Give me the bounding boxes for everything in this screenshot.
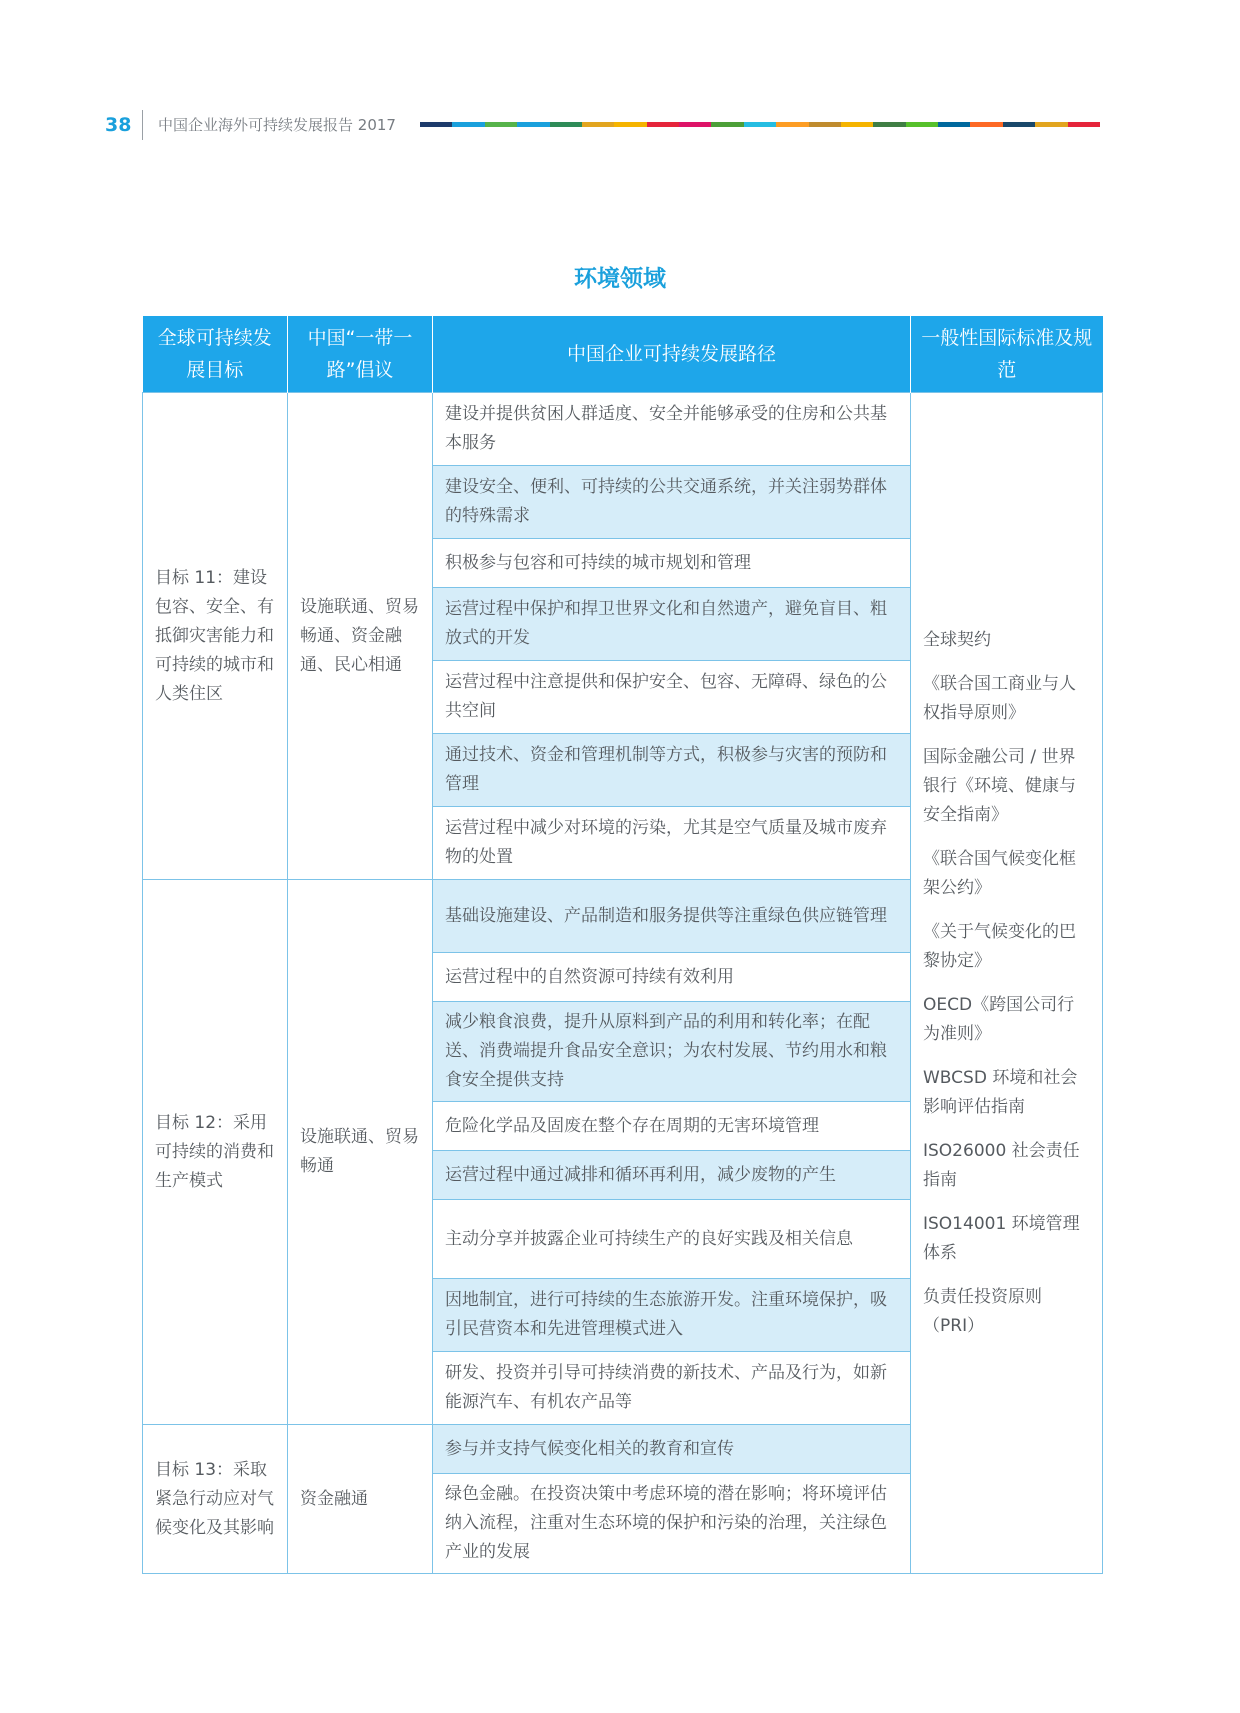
standard-item: ISO26000 社会责任指南 [923, 1140, 1080, 1190]
standard-item: WBCSD 环境和社会影响评估指南 [923, 1067, 1078, 1117]
path-cell: 参与并支持气候变化相关的教育和宣传 [433, 1425, 911, 1474]
initiative-text: 设施联通、贸易畅通、资金融通、民心相通 [300, 596, 419, 675]
sdg-color-segment [841, 122, 873, 127]
path-cell: 通过技术、资金和管理机制等方式，积极参与灾害的预防和管理 [433, 734, 911, 807]
sdg-color-segment [614, 122, 646, 127]
path-cell: 运营过程中通过减排和循环再利用，减少废物的产生 [433, 1151, 911, 1200]
path-cell: 基础设施建设、产品制造和服务提供等注重绿色供应链管理 [433, 880, 911, 953]
sdg-color-segment [1035, 122, 1067, 127]
initiative-text: 设施联通、贸易畅通 [300, 1127, 419, 1176]
sdg-color-segment [420, 122, 452, 127]
path-cell: 减少粮食浪费，提升从原料到产品的利用和转化率；在配送、消费端提升食品安全意识；为农村发展、节约用水和粮食安全提供支持 [433, 1002, 911, 1102]
sdg-color-segment [776, 122, 808, 127]
goal-text: 目标 13：采取紧急行动应对气候变化及其影响 [155, 1459, 274, 1538]
sdg-color-segment [970, 122, 1002, 127]
standard-item: 《联合国工商业与人权指导原则》 [923, 673, 1076, 723]
path-cell: 运营过程中的自然资源可持续有效利用 [433, 953, 911, 1002]
path-cell: 建设并提供贫困人群适度、安全并能够承受的住房和公共基本服务 [433, 393, 911, 466]
initiative-cell [288, 1425, 433, 1574]
sdg-color-segment [550, 122, 582, 127]
path-cell: 运营过程中注意提供和保护安全、包容、无障碍、绿色的公共空间 [433, 661, 911, 734]
sdg-color-segment [1003, 122, 1035, 127]
standard-item: OECD《跨国公司行为准则》 [923, 994, 1075, 1044]
goal-cell [143, 880, 288, 1425]
standard-item: ISO14001 环境管理体系 [923, 1213, 1080, 1263]
column-header-standards: 一般性国际标准及规范 [911, 316, 1103, 393]
section-title: 环境领域 [574, 266, 666, 292]
path-cell: 研发、投资并引导可持续消费的新技术、产品及行为，如新能源汽车、有机农产品等 [433, 1352, 911, 1425]
standard-item: 《关于气候变化的巴黎协定》 [923, 921, 1076, 971]
path-cell: 运营过程中减少对环境的污染，尤其是空气质量及城市废弃物的处置 [433, 807, 911, 880]
column-header-path: 中国企业可持续发展路径 [433, 316, 911, 393]
standards-cell [911, 393, 1103, 1574]
header-divider [142, 110, 143, 140]
path-cell: 主动分享并披露企业可持续生产的良好实践及相关信息 [433, 1200, 911, 1279]
sdg-color-segment [938, 122, 970, 127]
path-cell: 因地制宜，进行可持续的生态旅游开发。注重环境保护，吸引民营资本和先进管理模式进入 [433, 1279, 911, 1352]
sdg-color-segment [679, 122, 711, 127]
goal-text: 目标 11：建设包容、安全、有抵御灾害能力和可持续的城市和人类住区 [155, 567, 274, 704]
table-container [142, 316, 1102, 1574]
sdg-color-segment [582, 122, 614, 127]
sdg-color-strip [420, 122, 1100, 127]
sdg-color-segment [711, 122, 743, 127]
sdg-environment-table [142, 316, 1103, 1574]
column-header-initiative: 中国“一带一路”倡议 [288, 316, 433, 393]
goal-text: 目标 12：采用可持续的消费和生产模式 [155, 1112, 274, 1191]
path-cell: 建设安全、便利、可持续的公共交通系统，并关注弱势群体的特殊需求 [433, 466, 911, 539]
path-cell: 危险化学品及固废在整个存在周期的无害环境管理 [433, 1102, 911, 1151]
path-cell: 运营过程中保护和捍卫世界文化和自然遗产，避免盲目、粗放式的开发 [433, 588, 911, 661]
sdg-color-segment [1068, 122, 1100, 127]
table-header-row [143, 316, 1103, 393]
path-cell: 绿色金融。在投资决策中考虑环境的潜在影响；将环境评估纳入流程，注重对生态环境的保护和污染的治理，关注绿色产业的发展 [433, 1474, 911, 1574]
initiative-text: 资金融通 [300, 1488, 368, 1509]
sdg-color-segment [906, 122, 938, 127]
sdg-color-segment [647, 122, 679, 127]
sdg-color-segment [873, 122, 905, 127]
sdg-color-segment [485, 122, 517, 127]
sdg-color-segment [517, 122, 549, 127]
table-row [143, 393, 1103, 466]
goal-cell [143, 1425, 288, 1574]
initiative-cell [288, 880, 433, 1425]
standard-item: 全球契约 [923, 629, 991, 650]
sdg-color-segment [744, 122, 776, 127]
initiative-cell [288, 393, 433, 880]
sdg-color-segment [452, 122, 484, 127]
page-header [0, 0, 1240, 160]
standard-item: 国际金融公司 / 世界银行《环境、健康与安全指南》 [923, 746, 1076, 825]
standard-item: 《联合国气候变化框架公约》 [923, 848, 1076, 898]
report-title: 中国企业海外可持续发展报告 2017 [158, 116, 396, 134]
goal-cell [143, 393, 288, 880]
column-header-goal: 全球可持续发展目标 [143, 316, 288, 393]
page-number: 38 [105, 114, 132, 136]
sdg-color-segment [809, 122, 841, 127]
standard-item: 负责任投资原则（PRI） [923, 1286, 1042, 1336]
path-cell: 积极参与包容和可持续的城市规划和管理 [433, 539, 911, 588]
